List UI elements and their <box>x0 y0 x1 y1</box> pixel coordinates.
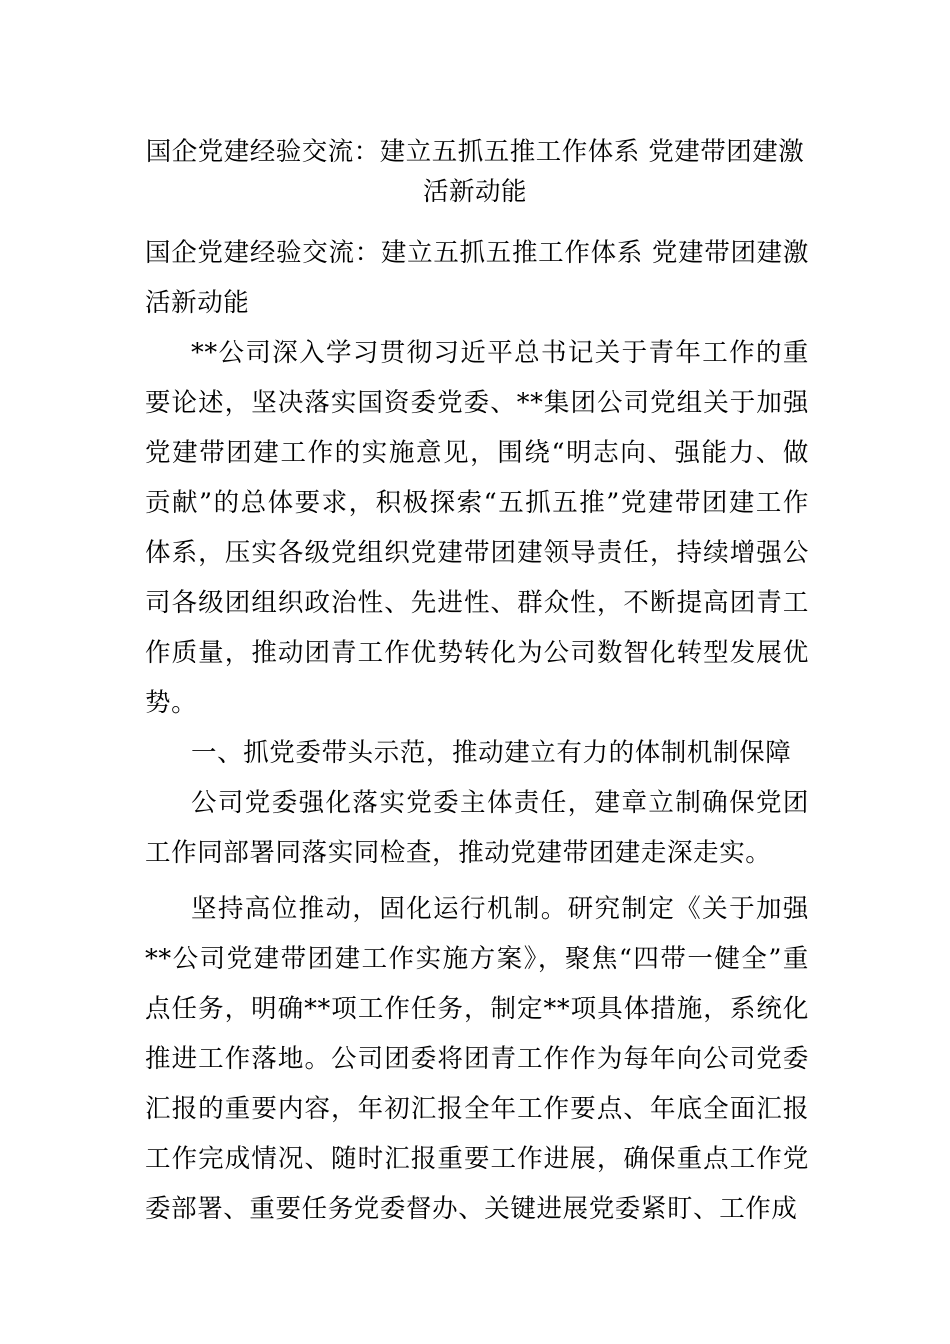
section-heading-1: 一、抓党委带头示范，推动建立有力的体制机制保障 <box>191 738 792 768</box>
paragraph-section-1-detail: 坚持高位推动，固化运行机制。研究制定《关于加强**公司党建带团建工作实施方案》，聚焦“四带一健全”重点任务，明确**项工作任务，制定**项具体措施，系统化推进工作落地。公司团委将团青工作作为每年向公司党委汇报的重要内容，年初汇报全年工作要点、年底全面汇报工作完成情况、随时汇报重要工作进展，确保重点工作党委部署、重要任务党委督办、关键进展党委紧盯、工作成 <box>145 894 809 1224</box>
paragraph-section-1-summary: 公司党委强化落实党委主体责任，建章立制确保党团工作同部署同落实同检查，推动党建带团建走深走实。 <box>145 788 809 868</box>
paragraph-intro: **公司深入学习贯彻习近平总书记关于青年工作的重要论述，坚决落实国资委党委、**集团公司党组关于加强党建带团建工作的实施意见，围绕“明志向、强能力、做贡献”的总体要求，积极探索“五抓五推”党建带团建工作体系，压实各级党组织党建带团建领导责任，持续增强公司各级团组织政治性、先进性、群众性，不断提高团青工作质量，推动团青工作优势转化为公司数智化转型发展优势。 <box>145 338 809 718</box>
document-subtitle: 国企党建经验交流：建立五抓五推工作体系 党建带团建激活新动能 <box>145 238 809 318</box>
document-title: 国企党建经验交流：建立五抓五推工作体系 党建带团建激活新动能 <box>145 137 805 207</box>
document-body <box>145 228 809 1234</box>
